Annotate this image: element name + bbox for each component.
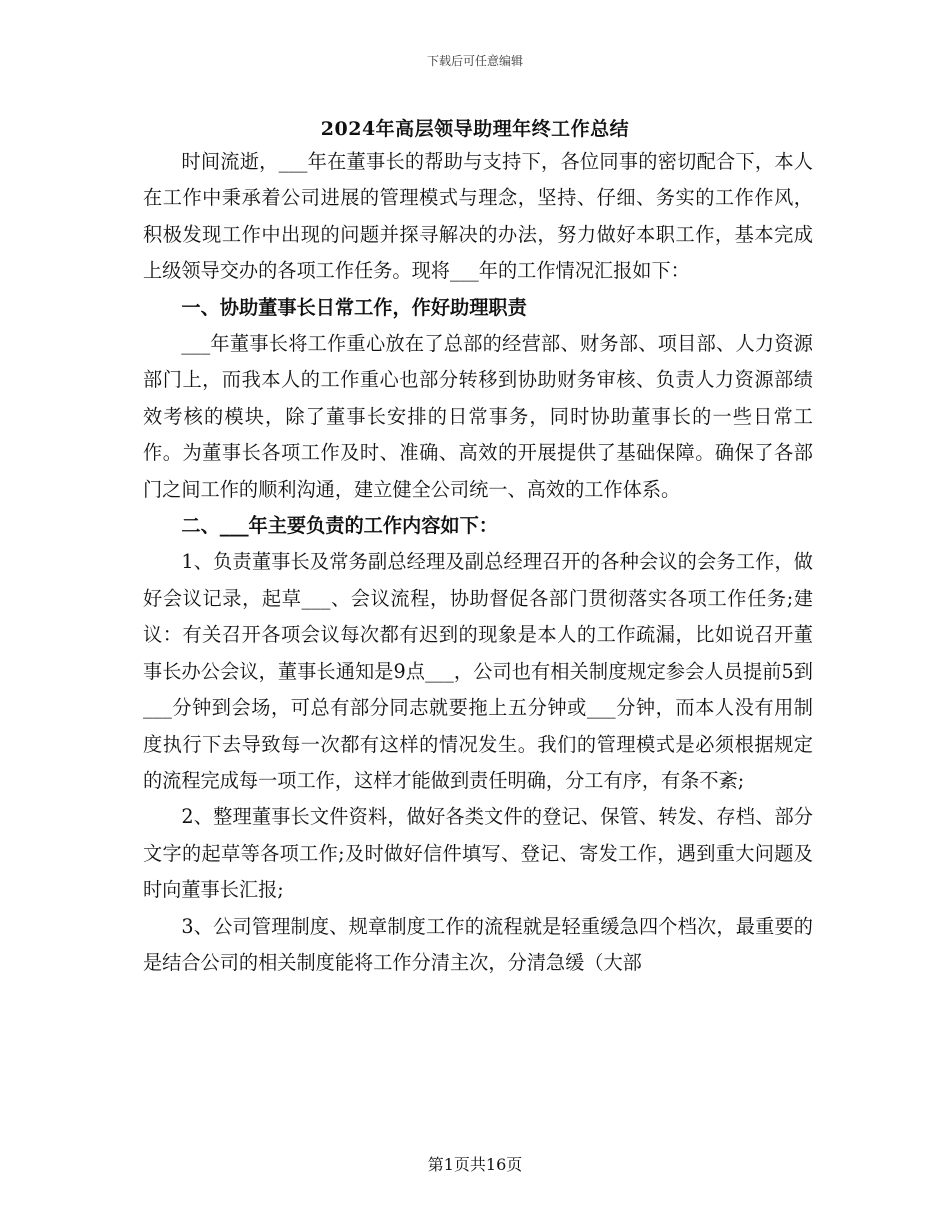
list-item-3: 3、公司管理制度、规章制度工作的流程就是轻重缓急四个档次，最重要的是结合公司的相关制度能将工作分清主次，分清急缓（大部 [143,914,813,974]
document-body [143,144,813,981]
section-heading-1: 一、协助董事长日常工作，作好助理职责 [181,295,527,319]
list-item-2: 2、整理董事长文件资料，做好各类文件的登记、保管、转发、存档、部分文字的起草等各项工作;及时做好信件填写、登记、寄发工作，遇到重大问题及时向董事长汇报; [143,805,813,902]
page-header: 下载后可任意编辑 [426,54,523,68]
section-heading-2: 二、___年主要负责的工作内容如下： [181,514,498,538]
list-item-1: 1、负责董事长及常务副总经理及副总经理召开的各种会议的会务工作，做好会议记录，起草___、会议流程，协助督促各部门贯彻落实各项工作任务;建议：有关召开各项会议每次都有迟到的现象是本人的工作疏漏，比如说召开董事长办公会议，董事长通知是9点___，公司也有相关制度规定参会人员提前5到___分钟到会场，可总有部分同志就要拖上五分钟或___分钟，而本人没有用制度执行下去导致每一次都有这样的情况发生。我们的管理模式是必须根据规定的流程完成每一项工作，这样才能做到责任明确，分工有序，有条不紊; [143,550,813,792]
document-title: 2024年高层领导助理年终工作总结 [320,118,630,140]
page-footer: 第1页共16页 [427,1155,523,1174]
section-1-paragraph: ___年董事长将工作重心放在了总部的经营部、财务部、项目部、人力资源部门上，而我本人的工作重心也部分转移到协助财务审核、负责人力资源部绩效考核的模块，除了董事长安排的日常事务，同时协助董事长的一些日常工作。为董事长各项工作及时、准确、高效的开展提供了基础保障。确保了各部门之间工作的顺利沟通，建立健全公司统一、高效的工作体系。 [143,332,813,501]
intro-paragraph: 时间流逝，___年在董事长的帮助与支持下，各位同事的密切配合下，本人在工作中秉承着公司进展的管理模式与理念，坚持、仔细、务实的工作作风，积极发现工作中出现的问题并探寻解决的办法，努力做好本职工作，基本完成上级领导交办的各项工作任务。现将___年的工作情况汇报如下： [143,150,813,283]
